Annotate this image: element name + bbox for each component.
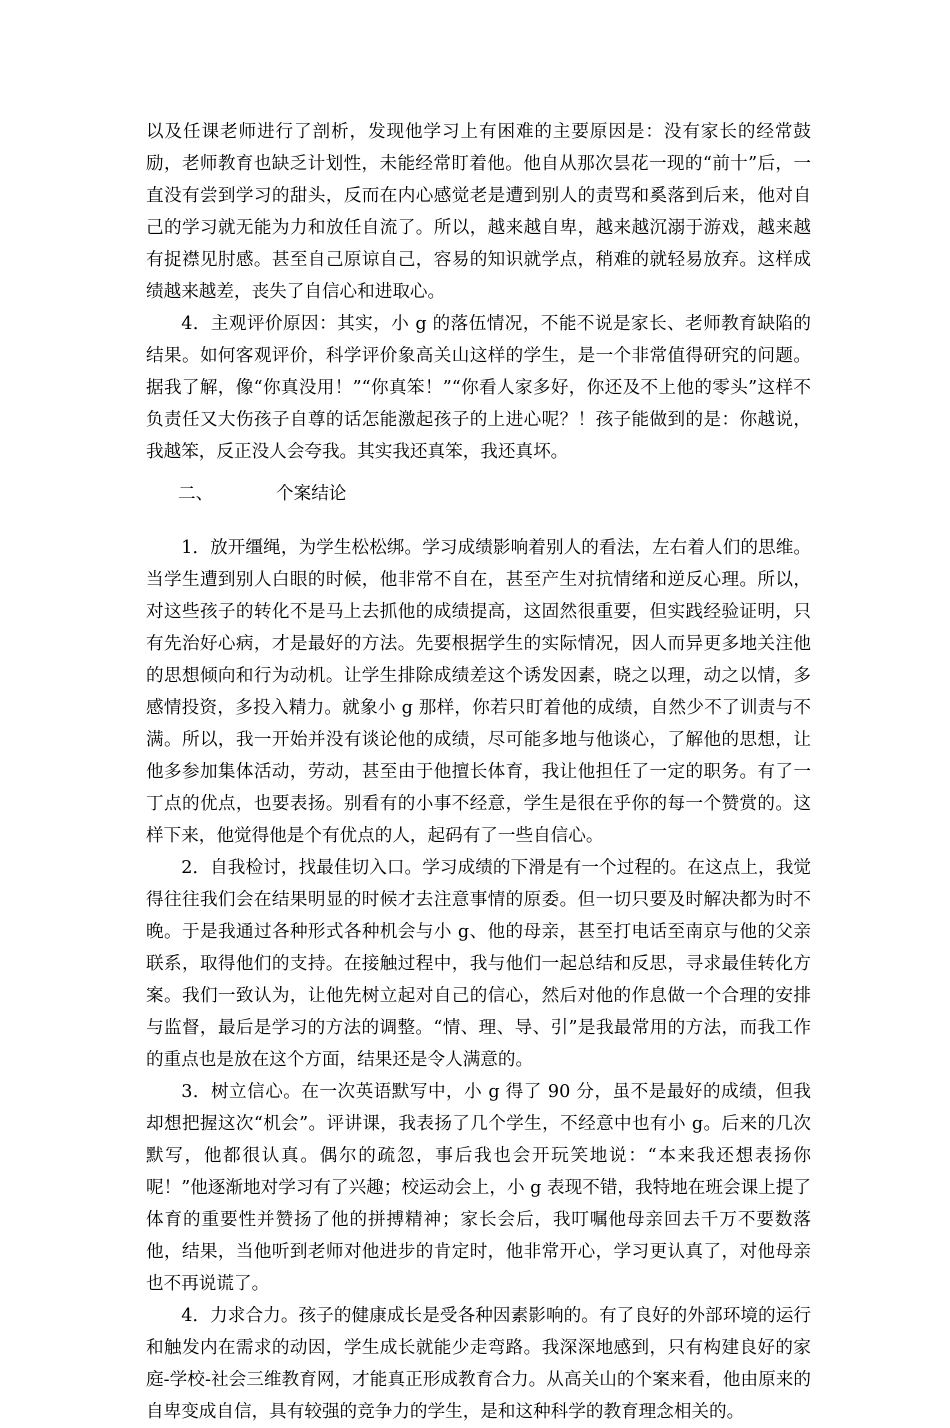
- paragraph-conclusion-3: 3．树立信心。在一次英语默写中，小 g 得了 90 分，虽不是最好的成绩，但我却想把握这次“机会”。评讲课，我表扬了几个学生，不经意中也有小 g。后来的几次默写，他都很认真。偶尔的疏忽，事后我也会开玩笑地说：“本来我还想表扬你呢！”他逐渐地对学习有了兴趣；校运动会上，小 g 表现不错，我特地在班会课上提了体育的重要性并赞扬了他的拼搏精神；家长会后，我叮嘱他母亲回去千万不要数落他，结果，当他听到老师对他进步的肯定时，他非常开心，学习更认真了，对他母亲也不再说谎了。: [146, 1082, 811, 1294]
- document-body: [146, 116, 811, 1428]
- paragraph-continued: 以及任课老师进行了剖析，发现他学习上有困难的主要原因是：没有家长的经常鼓励，老师教育也缺乏计划性，未能经常盯着他。他自从那次昙花一现的“前十”后，一直没有尝到学习的甜头，反而在内心感觉老是遭到别人的责骂和奚落到后来，他对自己的学习就无能为力和放任自流了。所以，越来越自卑，越来越沉溺于游戏，越来越有捉襟见肘感。甚至自己原谅自己，容易的知识就学点，稍难的就轻易放弃。这样成绩越来越差，丧失了自信心和进取心。: [146, 122, 811, 302]
- paragraph-conclusion-4: 4．力求合力。孩子的健康成长是受各种因素影响的。有了良好的外部环境的运行和触发内在需求的动因，学生成长就能少走弯路。我深深地感到，只有构建良好的家庭-学校-社会三维教育网，才能真正形成教育合力。从高关山的个案来看，他由原来的自卑变成自信，具有较强的竞争力的学生，是和这种科学的教育理念相关的。: [146, 1306, 811, 1422]
- section-number: 二、: [178, 484, 214, 504]
- section-heading: [146, 478, 811, 510]
- section-title: 个案结论: [276, 484, 347, 504]
- paragraph-conclusion-2: 2．自我检讨，找最佳切入口。学习成绩的下滑是有一个过程的。在这点上，我觉得往往我们会在结果明显的时候才去注意事情的原委。但一切只要及时解决都为时不晚。于是我通过各种形式各种机会与小 g、他的母亲，甚至打电话至南京与他的父亲联系，取得他们的支持。在接触过程中，我与他们一起总结和反思，寻求最佳转化方案。我们一致认为，让他先树立起对自己的信心，然后对他的作息做一个合理的安排与监督，最后是学习的方法的调整。“情、理、导、引”是我最常用的方法，而我工作的重点也是放在这个方面，结果还是令人满意的。: [146, 858, 811, 1070]
- paragraph-subjective-evaluation: 4．主观评价原因：其实，小 g 的落伍情况，不能不说是家长、老师教育缺陷的结果。如何客观评价，科学评价象高关山这样的学生，是一个非常值得研究的问题。据我了解，像“你真没用！”“你真笨！”“你看人家多好，你还及不上他的零头”这样不负责任又大伤孩子自尊的话怎能激起孩子的上进心呢？！孩子能做到的是：你越说，我越笨，反正没人会夸我。其实我还真笨，我还真坏。: [146, 314, 811, 462]
- paragraph-conclusion-1: 1．放开缰绳，为学生松松绑。学习成绩影响着别人的看法，左右着人们的思维。当学生遭到别人白眼的时候，他非常不自在，甚至产生对抗情绪和逆反心理。所以，对这些孩子的转化不是马上去抓他的成绩提高，这固然很重要，但实践经验证明，只有先治好心病，才是最好的方法。先要根据学生的实际情况，因人而异更多地关注他的思想倾向和行为动机。让学生排除成绩差这个诱发因素，晓之以理，动之以情，多感情投资，多投入精力。就象小 g 那样，你若只盯着他的成绩，自然少不了训责与不满。所以，我一开始并没有谈论他的成绩，尽可能多地与他谈心，了解他的思想，让他多参加集体活动，劳动，甚至由于他擅长体育，我让他担任了一定的职务。有了一丁点的优点，也要表扬。别看有的小事不经意，学生是很在乎你的每一个赞赏的。这样下来，他觉得他是个有优点的人，起码有了一些自信心。: [146, 538, 811, 846]
